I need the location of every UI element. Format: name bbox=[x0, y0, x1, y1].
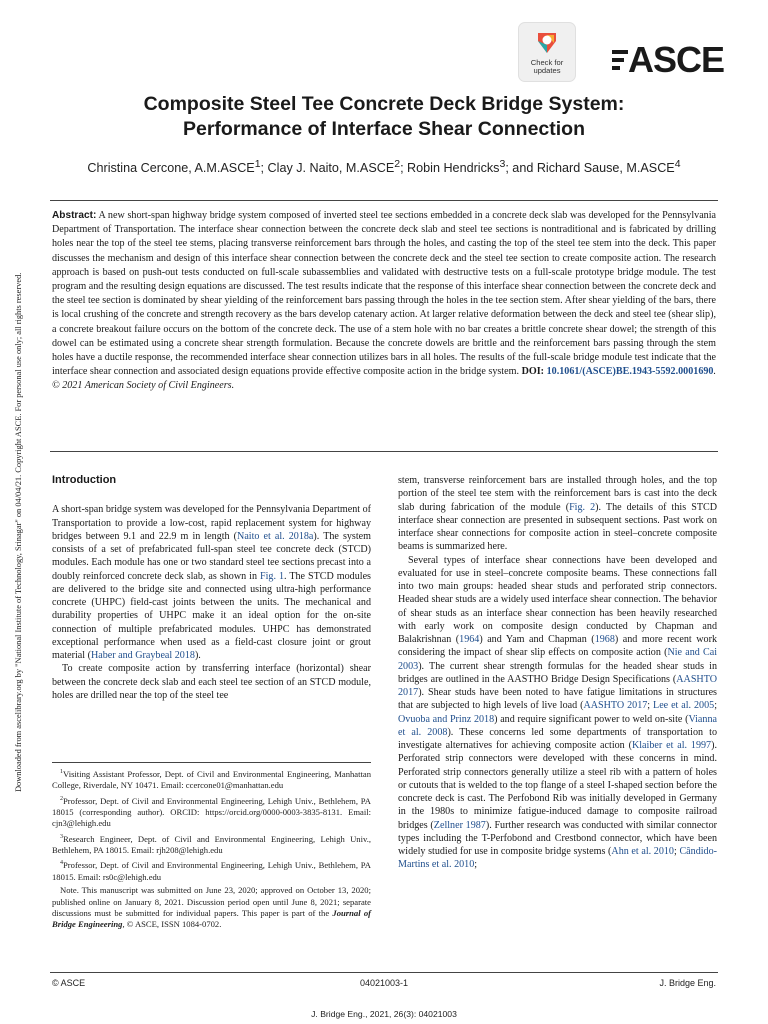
abstract-copyright: . © 2021 American Society of Civil Engineers. bbox=[52, 366, 716, 392]
intro-p1-text-b: ). The system consists of a set of prefabricated full-span steel tee concrete deck (STCD) modules. Each module has one or two standard steel tee sections precast into a doubly reinforced concrete deck slab, as shown in bbox=[52, 530, 371, 582]
ref-ahn-2010[interactable]: Ahn et al. 2010 bbox=[611, 846, 674, 857]
right-p2-text-b: ) and Yam and Chapman ( bbox=[479, 634, 595, 645]
doi-label: DOI: bbox=[521, 366, 545, 378]
ref-fig-2[interactable]: Fig. 2 bbox=[569, 501, 596, 513]
footnote-2 bbox=[52, 794, 371, 830]
footnote-2-text: Professor, Dept. of Civil and Environmental Engineering, Lehigh Univ., Bethlehem, PA 18015 (corresponding author). ORCID: https://orcid.org/0000-0003-3835-8131. Email: cjn3@lehigh.edu bbox=[52, 795, 371, 829]
right-p2-text-c: ) and more recent work considering the impact of shear slip effects on composite action ( bbox=[398, 634, 717, 659]
badge-line-1: Check for bbox=[530, 58, 564, 67]
author-4: ; and Richard Sause, M.ASCE bbox=[505, 161, 675, 176]
right-p2-text-i: ). These concerns led some departments of transportation to investigate alternatives for achieving composite action ( bbox=[398, 726, 718, 751]
footnote-1 bbox=[52, 767, 371, 792]
title-line-1: Composite Steel Tee Concrete Deck Bridge System: bbox=[143, 93, 625, 115]
submission-note-text-b: , © ASCE, ISSN 1084-0702. bbox=[122, 919, 222, 930]
check-for-updates-icon bbox=[534, 29, 560, 59]
footnote-4 bbox=[52, 858, 371, 883]
ref-lee-2005[interactable]: Lee et al. 2005 bbox=[653, 700, 715, 712]
ref-fig-1[interactable]: Fig. 1 bbox=[259, 570, 284, 582]
author-2: ; Clay J. Naito, M.ASCE bbox=[260, 161, 395, 176]
abstract-paragraph bbox=[52, 209, 716, 394]
right-p1-text-b: ). The details of this STCD interface shear connection are presented in subsequent sections. Past work on interface shear connections for composite action in steel–concrete composite beams is summarized here. bbox=[398, 501, 718, 553]
journal-name: Journal of Bridge Engineering bbox=[52, 907, 371, 930]
footnote-3-text: Research Engineer, Dept. of Civil and Environmental Engineering, Lehigh Univ., Bethlehem, PA 18015. Email: rjh208@lehigh.edu bbox=[52, 833, 371, 856]
author-1-affil: 1 bbox=[254, 158, 261, 170]
right-p2-text-m: ; bbox=[474, 859, 478, 871]
right-p2-text-l: ; bbox=[673, 846, 680, 857]
intro-p1-text-d: ). bbox=[194, 650, 201, 661]
abstract-text: A new short-span highway bridge system composed of inverted steel tee sections embedded in a concrete deck slab was developed for the Pennsylvania Department of Transportation. The interface shear connection between the concrete deck slab and steel tee sections is nontraditional and is fabricated by drilling holes near the top of the steel tee stems, placing transverse reinforcement bars through the holes, and casting the top of the steel tee stem into the deck. This paper discusses the mechanism and design of this interface shear connection between the concrete deck and the steel tee section to create composite action. The research approach is based on push-out tests conducted on full-scale subassemblies and validated with destructive tests on a full-scale prototype bridge module. The test program and the resulting design equations are discussed. The test results indicate that the response of this interface shear connection between the concrete deck and the steel tee section is dominated by shear yielding of the reinforcement bars passing through the holes in the tee section stem. After shear yielding of the bars, there is local crushing of the concrete and strength recovery as the bars develop catenary action. At larger relative deformation between the deck and steel tee (shear slip), a concrete breakout failure occurs on the bottom of the concrete deck. The use of a stem hole with no bar creates a brittle concrete shear dowel; the strength of this dowel can be estimated using a concrete shear strength formulation. Because the concrete dowels are brittle and the reinforcement bars passing through the stem holes have a ductile response, the recommended interface shear connection utilizes bars in all holes. The results of the full-scale bridge module test indicate that the interface shear connection and associated design equations provide effective composite action in the bridge system. bbox=[52, 210, 717, 378]
intro-p1-text-c: . The STCD modules are delivered to the bridge site and connected using ultra-high performance concrete (UHPC) field-cast joints between the units. The mechanical and durability properties of UHPC make it an ideal option for the on-site connection of multiple prefabricated modules. UHPC has demonstrated exceptional performance when used as a field-cast closure joint or grout material ( bbox=[52, 570, 371, 661]
page-citation: J. Bridge Eng., 2021, 26(3): 04021003 bbox=[311, 1009, 457, 1019]
right-p2-text-h: ) and require significant power to weld on-site ( bbox=[494, 713, 689, 725]
ref-vianna-2008[interactable]: Vianna et al. 2008 bbox=[398, 713, 717, 738]
right-p2-text-g: ; bbox=[714, 700, 717, 712]
right-p2-text-k: ). Further research was conducted with similar connector types including the T-Perfobond and Crestbond connector, which have been widely studied for use in composite bridge systems ( bbox=[398, 819, 717, 857]
doi-link[interactable]: 10.1061/(ASCE)BE.1943-5592.0001690 bbox=[546, 366, 714, 378]
footnote-4-text: Professor, Dept. of Civil and Environmental Engineering, Lehigh Univ., Bethlehem, PA 18015. Email: rs0c@lehigh.edu bbox=[52, 860, 371, 882]
left-column bbox=[52, 474, 371, 702]
ref-naito-2018a[interactable]: Naito et al. 2018a bbox=[237, 530, 314, 542]
author-4-affil: 4 bbox=[674, 158, 681, 170]
ref-haber-graybeal-2018[interactable]: Haber and Graybeal 2018 bbox=[90, 650, 195, 661]
ref-ovuoba-prinz-2018[interactable]: Ovuoba and Prinz 2018 bbox=[398, 713, 495, 725]
ref-candido-martins-2010[interactable]: Cândido-Martins et al. 2010 bbox=[398, 846, 718, 871]
right-p2-text-a: Several types of interface shear connections have been developed and evaluated for use in steel–concrete composite beams. These connections fall into two main groups: headed shear studs and perforated strip connectors. Headed shear studs are a widely used interface shear connection. The behavior of shear studs as an interface shear connection has been heavily researched with early work on composite design conducted by Chapman and Balakrishnan ( bbox=[398, 554, 717, 645]
title-line-2: Performance of Interface Shear Connection bbox=[182, 118, 586, 140]
abstract-label: Abstract: bbox=[52, 210, 97, 221]
right-p2-text-j: ). Perforated strip connectors were developed with these concerns in mind. Perforated strip connectors generally utilize a steel rib with a pattern of holes or cutouts that is welded to the top flange of a steel I-shaped section before the concrete deck is cast. The Perfobond Rib was initially developed in Germany in the 1980s to minimize fatigue-induced damage to composite railroad bridges ( bbox=[398, 740, 717, 831]
right-column bbox=[398, 474, 717, 872]
paper-title bbox=[50, 92, 718, 142]
author-3-affil: 3 bbox=[499, 158, 506, 170]
right-p2-text-d: ). The current shear strength formulas for the headed shear studs in bridges are outlined in the AASTHO Bridge Design Specifications ( bbox=[398, 660, 717, 685]
author-3: ; Robin Hendricks bbox=[400, 161, 500, 176]
check-for-updates-badge[interactable] bbox=[518, 22, 576, 82]
ref-klaiber-1997[interactable]: Klaiber et al. 1997 bbox=[631, 740, 712, 751]
asce-logo-text: ASCE bbox=[628, 39, 725, 80]
ref-aashto-2017-a[interactable]: AASHTO 2017 bbox=[398, 673, 717, 698]
intro-heading: Introduction bbox=[52, 474, 117, 486]
footnote-1-mark: 1 bbox=[60, 769, 63, 775]
submission-note-text-a: Note. This manuscript was submitted on June 23, 2020; approved on October 13, 2020; published online on January 8, 2021. Discussion period open until June 8, 2021; separate discussions must be submitted for individual papers. This paper is part of the bbox=[52, 885, 371, 918]
ref-1964[interactable]: 1964 bbox=[459, 634, 480, 645]
right-paragraph-1 bbox=[398, 474, 717, 554]
footer-divider bbox=[50, 972, 718, 973]
ref-zellner-1987[interactable]: Zellner 1987 bbox=[433, 819, 486, 831]
badge-line-2: updates bbox=[533, 66, 561, 75]
submission-note bbox=[52, 885, 371, 931]
download-notice-text: Downloaded from ascelibrary.org by "National Institute of Technology, Srinagar" on 04/04/21. Copyright ASCE. For personal use only; all rights reserved. bbox=[14, 272, 23, 792]
download-notice bbox=[2, 180, 23, 800]
intro-p1-text-a: A short-span bridge system was developed for the Pennsylvania Department of Transportation to provide a low-cost, rapid replacement system for highway bridges between 9.1 and 22.9 m in length ( bbox=[52, 504, 371, 542]
footnote-2-mark: 2 bbox=[60, 795, 63, 802]
right-paragraph-2 bbox=[398, 554, 717, 872]
intro-paragraph-1 bbox=[52, 503, 371, 662]
right-p1-text-a: stem, transverse reinforcement bars are installed through holes, and the top portion of the steel tee stem with the reinforcement bars is cast into the deck slab during fabrication of the module ( bbox=[398, 475, 717, 513]
footer-copyright: © ASCE bbox=[52, 978, 86, 988]
ref-aashto-2017-b[interactable]: AASHTO 2017 bbox=[583, 700, 648, 712]
footer-page-id: 04021003-1 bbox=[359, 978, 409, 988]
right-p2-text-e: ). Shear studs have been noted to have fatigue limitations in structures that are subjected to high levels of live load ( bbox=[398, 687, 717, 712]
abstract-section bbox=[50, 200, 718, 452]
footnotes bbox=[52, 762, 371, 933]
right-p2-text-f: ; bbox=[647, 700, 654, 712]
author-list bbox=[50, 158, 718, 175]
footnote-3 bbox=[52, 832, 371, 857]
footer-journal: J. Bridge Eng. bbox=[659, 978, 716, 988]
asce-logo bbox=[612, 39, 725, 82]
footnote-3-mark: 3 bbox=[60, 833, 63, 840]
author-2-affil: 2 bbox=[394, 158, 401, 170]
ref-1968[interactable]: 1968 bbox=[594, 634, 615, 645]
footnote-1-text: Visiting Assistant Professor, Dept. of Civil and Environmental Engineering, Manhattan College, Riverdale, NY 10471. Email: ccercone01@manhattan.edu bbox=[52, 768, 371, 791]
ref-nie-cai-2003[interactable]: Nie and Cai 2003 bbox=[398, 647, 718, 672]
footnote-4-mark: 4 bbox=[60, 860, 63, 867]
author-1: Christina Cercone, A.M.ASCE bbox=[87, 161, 255, 176]
intro-paragraph-2: To create composite action by transferring interface (horizontal) shear between the concrete deck slab and each steel tee section of an STCD module, holes are drilled near the top of the steel tee bbox=[52, 663, 371, 701]
